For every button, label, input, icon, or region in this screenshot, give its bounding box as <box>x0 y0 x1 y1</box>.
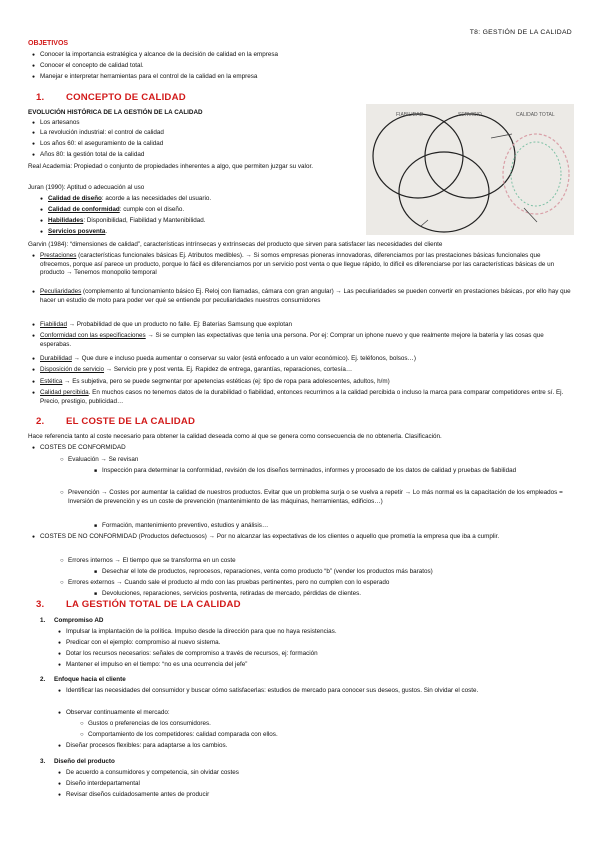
evolution-item: ● Años 80: la gestión total de la calidad <box>40 151 144 160</box>
juran-item: ● Calidad de conformidad: cumple con el diseño. <box>48 206 184 215</box>
circle-total-inner <box>511 142 561 206</box>
external-errors: ○ Errores externos → Cuando sale el producto al mdo con las pruebas pertinentes, pero no cumplen con lo esperado <box>68 579 389 588</box>
external-errors-detail: ■ Devoluciones, reparaciones, servicios postventa, retiradas de mercado, pérdidas de clientes. <box>102 590 361 599</box>
subsection-2: 2. Enfoque hacia el cliente <box>40 676 126 683</box>
subsection-item: ● Impulsar la implantación de la política. Impulso desde la dirección para que no haya resistencias. <box>66 628 337 637</box>
garvin-item: ● Conformidad con las especificaciones → Si se cumplen las expectativas que tenía una persona. Por ej: Comprar un iphone nuevo y que realmente mejore la batería y las cosas que esperabas. <box>40 332 573 349</box>
garvin-definition: Garvin (1984): “dimensiones de calidad”, características intrínsecas y extrínsecas del producto que sirven para satisfacer las necesidades del cliente <box>28 241 443 248</box>
subsection-item: ● Identificar las necesidades del consumidor y buscar cómo satisfacerlas: estudios de mercado para conocer sus deseos, gustos. Sin olvidar el coste. <box>66 687 573 696</box>
juran-item: ● Calidad de diseño: acorde a las necesidades del usuario. <box>48 195 211 204</box>
prevention: ○ Prevención → Costes por aumentar la calidad de nuestros productos. Evitar que un problema surja o se vuelva a repetir → Lo más normal es la capacitación de los empleados = Inversión de prevención y es un coste de prevención (mantenimiento de las máquinas, herramientas, edificios…) <box>68 489 573 506</box>
figure-label: FIABILIDAD <box>396 112 424 118</box>
section-3-heading <box>36 601 241 610</box>
juran-item: ● Habilidades: Disponibilidad, Fiabilidad y Mantenibilidad. <box>48 217 206 226</box>
garvin-item: ● Peculiaridades (complemento al funcionamiento básico Ej. Reloj con llamadas, cámara con gran angular) → Las peculiaridades se pueden convertir en prestaciones básicas, por ello hay que hacer un estudio de moto para poder ver qué se entiende por peculiaridades nuestros consumidores <box>40 288 573 305</box>
garvin-item: ● Estética → Es subjetiva, pero se puede segmentar por apetencias estéticas (ej: tipo de ropa para adolescentes, adultos, h/m) <box>40 378 573 387</box>
page-title: T8: GESTIÓN DE LA CALIDAD <box>469 29 572 36</box>
cost-intro: Hace referencia tanto al coste necesario para obtener la calidad deseada como al que se genera como consecuencia de no obtenerla. Clasificación. <box>28 433 442 440</box>
section-title: EL COSTE DE LA CALIDAD <box>66 416 196 427</box>
subsection-item: ● Diseño interdepartamental <box>66 780 140 789</box>
subsection-item: ● Revisar diseños cuidadosamente antes de producir <box>66 791 209 800</box>
subsection-1: 1. Compromiso AD <box>40 617 104 624</box>
objective-item: ● Manejar e interpretar herramientas para el control de la calidad en la empresa <box>40 73 257 82</box>
prevention-detail: ■ Formación, mantenimiento preventivo, estudios y análisis… <box>102 522 268 531</box>
subsection-item: ● Dotar los recursos necesarios: señales de compromiso a través de recursos, ej: formación <box>66 650 318 659</box>
subsection-3: 3. Diseño del producto <box>40 758 115 765</box>
subsection-subitem: ○ Comportamiento de los competidores: calidad comparada con ellos. <box>88 731 278 740</box>
section-number: 2. <box>36 416 45 427</box>
section-title: LA GESTIÓN TOTAL DE LA CALIDAD <box>66 599 241 610</box>
evolution-title: EVOLUCIÓN HISTÓRICA DE LA GESTIÓN DE LA CALIDAD <box>28 109 203 116</box>
internal-errors: ○ Errores internos → El tiempo que se transforma en un coste <box>68 557 236 566</box>
nonconformity-title: ● COSTES DE NO CONFORMIDAD (Productos defectuosos) → Por no alcanzar las expectativas de los clientes o aquello que prometía la empresa que iba a cumplir. <box>40 533 573 542</box>
venn-diagram <box>366 104 574 235</box>
circle-service <box>399 152 489 232</box>
garvin-item: ● Calidad percibida. En muchos casos no tenemos datos de la durabilidad o fiabilidad, entonces recurrimos a la calidad percibida o incluso la marca para comparar competidores entre sí. Ej. Precio, prestigio, publicidad… <box>40 389 573 406</box>
subsection-item: ● Observar continuamente el mercado: <box>66 709 170 718</box>
garvin-item: ● Fiabilidad → Probabilidad de que un producto no falle. Ej: Baterías Samsung que explotan <box>40 321 573 330</box>
conformity-title: ● COSTES DE CONFORMIDAD <box>40 444 126 453</box>
garvin-item: ● Prestaciones (características funcionales básicas Ej. Atributos medibles). → Si somos empresas pioneras innovadoras, diferenciamos por las prestaciones básicas funcionales que ofrecemos, porque así parece un producto, porque lo fácil es diferenciarnos por un servicio post venta o que llegue rápido, lo difícil es diferenciarse por las características básicas de un producto → Tenemos monopolio temporal <box>40 252 573 278</box>
circle-reliability <box>373 114 463 198</box>
objectives-title: OBJETIVOS <box>28 40 69 47</box>
evolution-item: ● Los años 60: el aseguramiento de la calidad <box>40 140 163 149</box>
circle-quality <box>425 114 515 198</box>
internal-errors-detail: ■ Desechar el lote de productos, reprocesos, reparaciones, venta como producto “b” (vender los productos más baratos) <box>102 568 433 577</box>
garvin-item: ● Durabilidad → Que dure e incluso pueda aumentar o conservar su valor (está enfocado a un valor económico). Ej. teléfonos, bolsos…) <box>40 355 573 364</box>
evolution-item: ● Los artesanos <box>40 119 80 128</box>
section-2-heading <box>36 418 195 427</box>
evolution-item: ● La revolución industrial: el control de calidad <box>40 129 164 138</box>
figure-label: CALIDAD TOTAL <box>516 112 555 118</box>
section-title: CONCEPTO DE CALIDAD <box>66 92 186 103</box>
objective-item: ● Conocer la importancia estratégica y alcance de la decisión de calidad en la empresa <box>40 51 278 60</box>
subsection-item: ● Diseñar procesos flexibles: para adaptarse a los cambios. <box>66 742 227 751</box>
figure-label: SERVICIO <box>458 112 482 118</box>
juran-item: ● Servicios posventa. <box>48 228 107 237</box>
rae-definition: Real Academia: Propiedad o conjunto de propiedades inherentes a algo, que permiten juzgar su valor. <box>28 163 313 170</box>
subsection-item: ● De acuerdo a consumidores y competencia, sin olvidar costes <box>66 769 239 778</box>
quality-dimensions-figure <box>366 104 574 235</box>
garvin-item: ● Disposición de servicio → Servicio pre y post venta. Ej. Rapidez de entrega, garantías, reparaciones, cortesía… <box>40 366 573 375</box>
juran-definition: Juran (1990): Aptitud o adecuación al uso <box>28 184 145 191</box>
circle-total <box>503 134 569 214</box>
subsection-subitem: ○ Gustos o preferencias de los consumidores. <box>88 720 211 729</box>
section-number: 3. <box>36 599 45 610</box>
evaluation: ○ Evaluación → Se revisan <box>68 456 138 465</box>
evaluation-detail: ■ Inspección para determinar la conformidad, revisión de los diseños terminados, informes y procesado de los datos de calidad y pruebas de fiabilidad <box>102 467 572 476</box>
section-number: 1. <box>36 92 45 103</box>
section-1-heading <box>36 94 186 103</box>
subsection-item: ● Mantener el impulso en el tiempo: “no es una ocurrencia del jefe” <box>66 661 247 670</box>
objective-item: ● Conocer el concepto de calidad total. <box>40 62 144 71</box>
subsection-item: ● Predicar con el ejemplo: compromiso al nuevo sistema. <box>66 639 220 648</box>
